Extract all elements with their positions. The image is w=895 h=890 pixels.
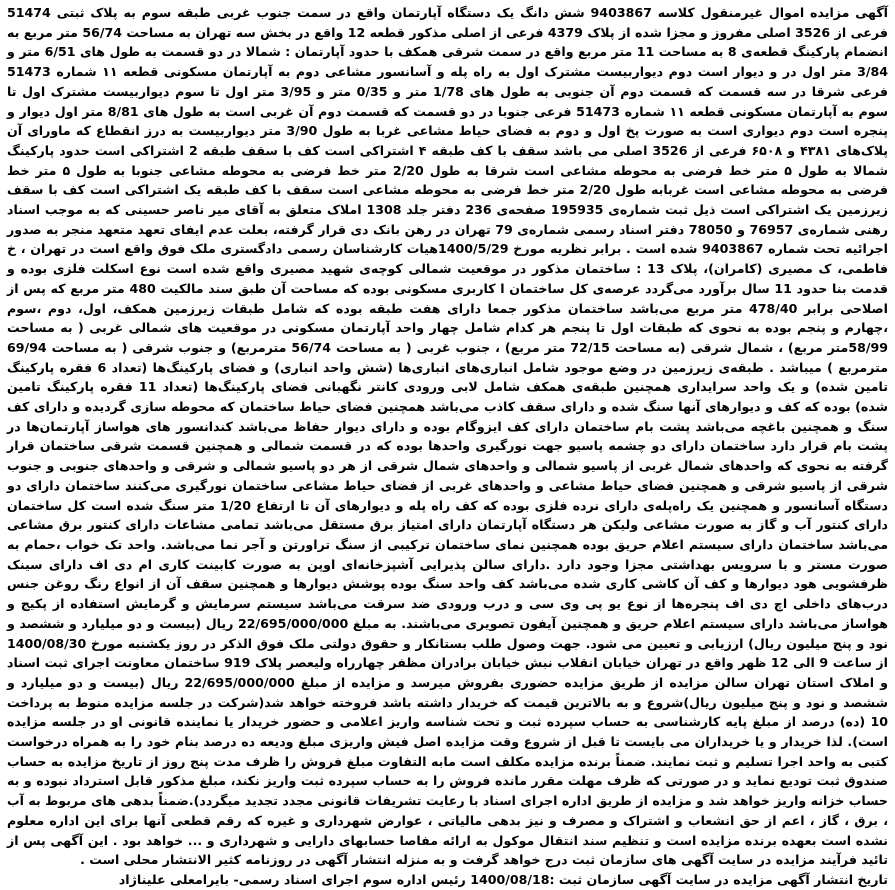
notice-body: آگهی مزایده اموال غیرمنقول کلاسه 9403867 شش دانگ یک دستگاه آپارتمان واقع در سمت جنوب غربی طبقه سوم به پلاک ثبتی 51474 فرعی از 3526 اصلی مفروز و مجزا شده از پلاک 4379 فرعی از اصلی مذکور قطعه 12 واقع در بخش سه تهران به مساحت 56/74 متر مربع به انضمام پارکینگ قطعه‌ی 8 به مساحت 11 متر مربع واقع در سمت شرقی همکف با حدود آپارتمان : شمالا در دو قسمت به طول های 6/51 متر و 3/84 متر اول در و دیوار است دوم دیواربیست مشترک اول به راه پله و آسانسور مشاعی دوم به آپارتمان مسکونی قطعه ۱۱ شماره 51473 فرعی شرقا در سه قسمت که قسمت دوم آن جنوبی به طول های 1/78 متر و 0/35 متر و 3/95 متر اول تا سوم دیواربیست مشترک اول تا سوم به آپارتمان مسکونی قطعه ۱۱ شماره 51473 فرعی جنوبا در دو قسمت که قسمت دوم آن غربی است به طول های 8/81 متر اول دیوار و پنجره است دوم دیواری است به صورت پخ اول و دوم به فضای حیاط مشاعی غربا به طول 3/90 متر دیواربیست به درز انقطاع که ماورای آن پلاک‌های ۴۳۸۱ و ۶۵۰۸ فرعی از 3526 اصلی می باشد سقف با کف طبقه ۴ اشتراکی است کف با سقف طبقه 2 اشتراکی است حدود پارکینگ شمالا به طول ۵ متر خط فرضی به محوطه مشاعی است شرقا به طول 2/20 متر خط فرضی به محوطه مشاعی جنوبا به طول ۵ متر خط فرضی به محوطه مشاعی است غربابه طول 2/20 متر خط فرضی به محوطه مشاعی است سقف با کف طبقه یک اشتراکی است کف با سقف زیرزمین یک اشتراکی است ذیل ثبت شماره‌ی 195935 صفحه‌ی 236 دفتر جلد 1308 املاک متعلق به آقای میر ناصر حسینی که به موجب اسناد رهنی شماره‌ی 76957 و 78050 دفتر اسناد رسمی شماره‌ی 79 تهران در رهن بانک دی قرار گرفته، بعلت عدم ایفای تعهد متعهد منجر به صدور اجرائیه تحت شماره 9403867 شده است . برابر نظریه مورخ 1400/5/29هیات کارشناسان رسمی دادگستری ملک فوق واقع است در تهران ، خ فاطمی، ک مصیری (کامران)، پلاک 13 : ساختمان مذکور در موقعیت شمالی کوچه‌ی شهید مصیری واقع شده است نوع اسکلت فلزی بوده و قدمت بنا حدود 11 سال برآورد می‌گردد عرصه‌ی کل ساختمان ا کاربری مسکونی بوده که مساحت آن طبق سند مالکیت 480 متر مربع که پس از اصلاحی برابر 478/40 متر مربع می‌باشد ساختمان مذکور جمعا دارای هفت طبقه بوده که شامل طبقات زیرزمین همکف، اول، دوم ،سوم ،چهارم و پنجم بوده به نحوی که طبقات اول تا پنجم هر کدام شامل چهار واحد آپارتمان مسکونی در موقعیت های شمالی غربی ( به مساحت 58/99متر مربع) ، شمال شرقی (به مساحت 72/15 متر مربع) ، جنوب غربی ( به مساحت 56/74 مترمربع) و جنوب شرقی ( به مساحت 69/94 مترمربع ) میباشد . طبقه‌ی زیرزمین در وضع موجود شامل انباری‌های انباری‌ها (شش واحد انباری) و فضای پارکینگ‌ها (تعداد 6 فقره پارکینگ تامین شده) و یک واحد سرایداری همچنین طبقه‌ی همکف شامل لابی ورودی کانتر نگهبانی فضای پارکینگ‌ها (تعداد 11 فقره پارکینگ تامین شده) بوده که کف و دیوارهای آنها سنگ شده و دارای سقف کاذب می‌باشد همچنین فضای حیاط ساختمان که محوطه سازی گردیده و دارای کف سنگ و همچنین باغچه می‌باشد پشت بام ساختمان دارای کف ایزوگام بوده و دارای دیوار حفاظ می‌باشد کندانسور های هواساز آپارتمان‌ها در پشت بام قرار دارد ساختمان دارای دو چشمه پاسیو جهت نورگیری واحدها بوده که در قسمت شمالی و همچنین قسمت شرقی ساختمان قرار گرفته به نحوی که واحدهای شمال غربی از پاسیو شمالی و واحدهای شمال شرقی از هر دو پاسیو شمالی و شرقی و واحدهای جنوبی و جنوب شرقی از پاسیو شرقی و همچنین فضای حیاط مشاعی و واحدهای غربی از فضای حیاط مشاعی ساختمان نورگیری می‌کنند ساختمان دارای دو دستگاه آسانسور و همچنین یک راه‌پله‌ی دارای نرده فلزی بوده که کف راه پله و دیوارهای آن تا ارتفاع 1/20 متر سنگ شده است کل ساختمان دارای کنتور آب و گاز به صورت مشاعی ولیکن هر دستگاه آپارتمان دارای امتیاز برق مستقل می‌باشد تمامی مشاعات دارای کنتور برق مشاعی می‌باشد ساختمان دارای سیستم اعلام حریق بوده همچنین نمای ساختمان ترکیبی از سنگ تراورتن و آجر نما می‌باشد. واحد تک خواب ،حمام به صورت مستر و با سرویس بهداشتی مجزا وجود دارد .دارای سالن پذیرایی آشپزخانه‌ای اوپن به صورت کابینت کاری ام دی اف دارای سینک ظرفشویی هود دیوارها و کف آن کاشی کاری شده می‌باشد کف واحد سنگ بوده پوشش دیوارها و همچنین سقف آن از انواع رنگ روغن جنس درب‌های داخلی اچ دی اف پنجره‌ها از نوع یو پی وی سی و درب ورودی ضد سرقت می‌باشد سیستم سرمایش و گرمایش استفاده از پکیج و هواساز می‌باشد دارای سیستم اعلام حریق و همچنین آیفون تصویری می‌باشند. به مبلغ 22/695/000/000 ریال (بیست و دو میلیارد و ششصد و نود و پنج میلیون ریال) ارزیابی و تعیین می شود. جهت وصول طلب بستانکار و حقوق دولتی ملک فوق الذکر در روز یکشنبه مورخ 1400/08/30 از ساعت 9 الی 12 ظهر واقع در تهران خیابان انقلاب نبش خیابان برادران مظفر چهارراه ولیعصر پلاک 919 ساختمان معاونت اجرای ثبت اسناد و املاک استان تهران سالن مزایده از طریق مزایده حضوری بفروش میرسد و مزایده از مبلغ 22/695/000/000 ریال (بیست و دو میلیارد و ششصد و نود و پنج میلیون ریال)شروع و به بالاترین قیمت که خریدار داشته باشد فروخته خواهد شد(شرکت در جلسه مزایده منوط به پرداخت 10 (ده) درصد از مبلغ پایه کارشناسی به حساب سپرده ثبت و تحت شناسه واریز اعلامی و حضور خریدار یا نماینده قانونی او در جلسه مزایده است). لذا خریدار و یا خریداران می بایست تا قبل از شروع وقت مزایده اصل فیش واریزی مبلغ ودیعه ده درصد بنام خود را به همراه درخواست کتبی به واحد اجرا تسلیم و ثبت نمایند. ضمناً برنده مزایده مکلف است مابه التفاوت مبلغ فروش را ظرف مدت پنج روز از تاریخ مزایده به حساب صندوق ثبت تودیع نماید و در صورتی که ظرف مهلت مقرر مانده فروش را به حساب سپرده ثبت واریز نکند، مبلغ مذکور قابل استرداد نبوده و به حساب خزانه واریز خواهد شد و مزایده از طریق اداره اجرای اسناد با رعایت تشریفات قانونی مجدد تجدید میگردد).ضمناً بدهی های مربوط به آب ، برق ، گاز ، اعم از حق انشعاب و اشتراک و مصرف و نیز بدهی مالیاتی ، عوارض شهرداری و غیره که رقم قطعی آنها برای این اداره معلوم نشده است بعهده برنده مزایده است و تنظیم سند انتقال موکول به ارائه مفاصا حسابهای دارایی و شهرداری و ... خواهد بود . این آگهی پس از تائید فرآیند مزایده در سایت آگهی های سازمان ثبت درج خواهد گرفت و به منزله انتشار آگهی در روزنامه کثیر الانتشار محلی است .: [7, 5, 889, 868]
notice-footer: تاریخ انتشار آگهی مزایده در سایت آگهی سازمان ثبت :1400/08/18 رئیس اداره سوم اجرای اسناد رسمی- بایرامعلی علیناژاد: [118, 871, 888, 887]
